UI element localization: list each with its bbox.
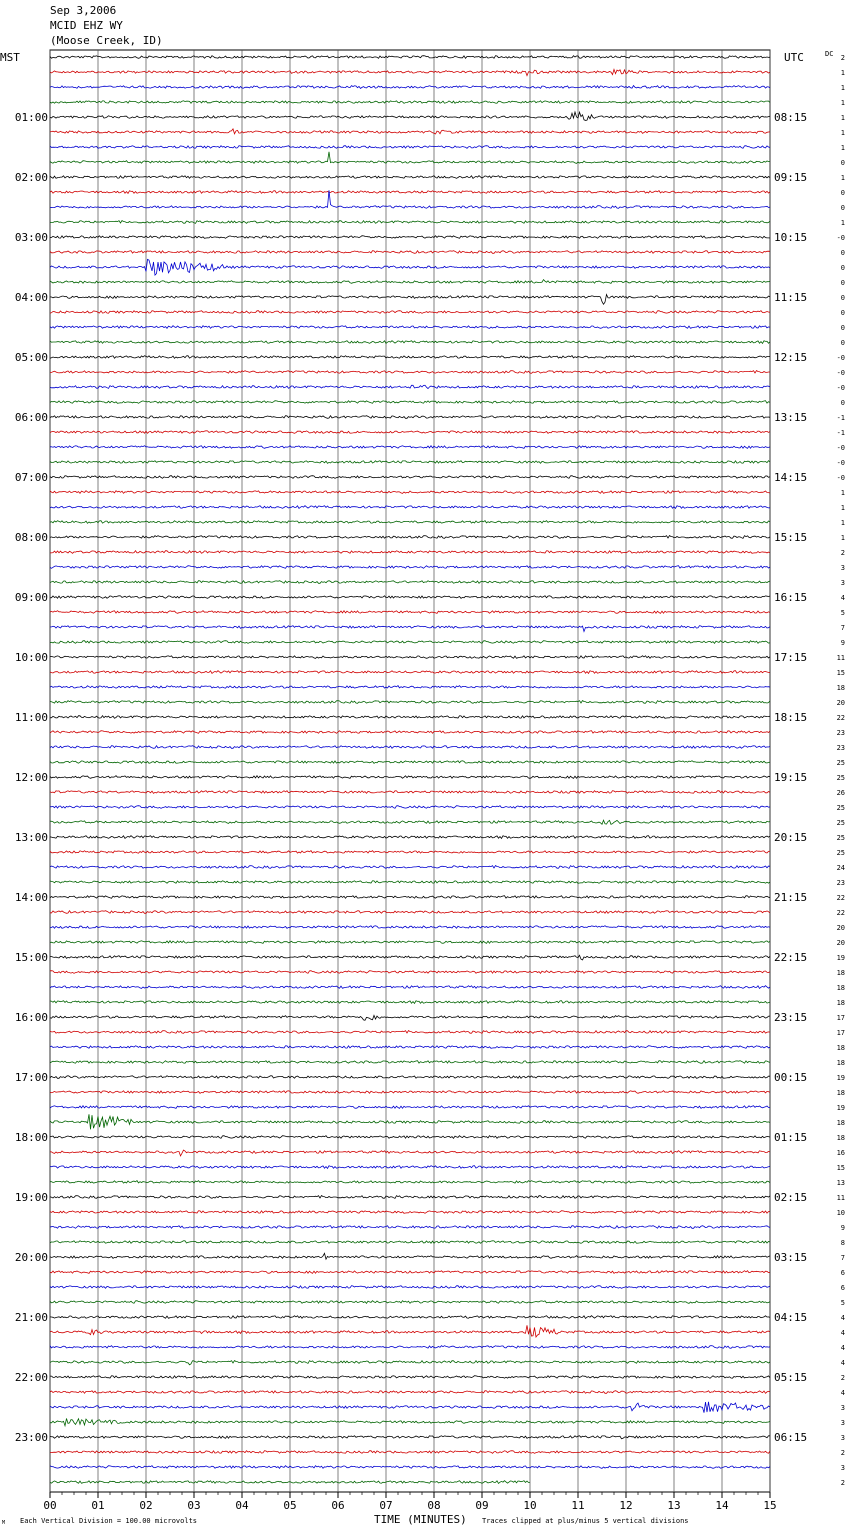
dc-offset-label: -0 (836, 444, 845, 452)
mst-hour-label: 20:00 (14, 1251, 48, 1264)
utc-hour-label: 18:15 (774, 711, 808, 724)
trace-line (50, 1114, 770, 1129)
dc-offset-label: 0 (840, 264, 845, 272)
trace-line (50, 1286, 770, 1289)
utc-hour-label: 04:15 (774, 1311, 808, 1324)
mst-hour-label: 07:00 (14, 471, 48, 484)
trace-line (50, 1150, 770, 1156)
trace-line (50, 656, 770, 659)
trace-line (50, 112, 770, 120)
trace-line (50, 129, 770, 134)
utc-hour-label: 03:15 (774, 1251, 808, 1264)
trace-line (50, 1015, 770, 1020)
trace-line (50, 311, 770, 314)
dc-offset-label: 23 (836, 879, 845, 887)
trace-line (50, 806, 770, 809)
trace-line (50, 1241, 770, 1244)
trace-line (50, 1031, 770, 1034)
trace-line (50, 221, 770, 224)
time-gridlines (50, 50, 770, 1498)
trace-line (50, 251, 770, 254)
dc-offset-label: -0 (836, 474, 845, 482)
dc-offset-label: 0 (840, 324, 845, 332)
dc-offset-label: 22 (836, 909, 845, 917)
mst-hour-label: 11:00 (14, 711, 48, 724)
trace-line (50, 536, 770, 539)
dc-offset-label: 2 (840, 1374, 845, 1382)
dc-offset-label: -1 (836, 429, 845, 437)
dc-offset-label: -0 (836, 369, 845, 377)
mst-hour-label: 01:00 (14, 111, 48, 124)
dc-offset-label: 6 (840, 1269, 845, 1277)
mst-hour-label: 14:00 (14, 891, 48, 904)
trace-line (50, 1196, 770, 1199)
trace-line (50, 1226, 770, 1229)
utc-hour-label: 09:15 (774, 171, 808, 184)
dc-offset-label: -0 (836, 234, 845, 242)
dc-offset-label: 22 (836, 714, 845, 722)
trace-line (50, 641, 770, 644)
trace-line (50, 1253, 770, 1259)
mst-hour-label: 06:00 (14, 411, 48, 424)
trace-line (50, 190, 770, 208)
dc-offset-label: 0 (840, 159, 845, 167)
x-tick-label: 06 (331, 1499, 345, 1512)
trace-line (50, 146, 770, 149)
trace-line (50, 1391, 770, 1394)
dc-offset-label: 19 (836, 954, 845, 962)
dc-offset-label: 16 (836, 1149, 845, 1157)
x-tick-label: 05 (283, 1499, 297, 1512)
mst-hour-label: 21:00 (14, 1311, 48, 1324)
trace-line (50, 152, 770, 164)
dc-offset-label: 24 (836, 864, 845, 872)
mst-hour-label: 09:00 (14, 591, 48, 604)
trace-line (50, 941, 770, 944)
mst-hour-label: 22:00 (14, 1371, 48, 1384)
dc-offset-label: 20 (836, 924, 845, 932)
dc-offset-label: 7 (840, 1254, 845, 1262)
dc-offset-label: 0 (840, 279, 845, 287)
trace-line (50, 791, 770, 794)
x-tick-label: 13 (667, 1499, 681, 1512)
x-axis-title: TIME (MINUTES) (374, 1513, 467, 1526)
utc-hour-label: 22:15 (774, 951, 808, 964)
x-tick-label: 00 (43, 1499, 57, 1512)
dc-offset-label: 19 (836, 1104, 845, 1112)
dc-offset-label: 25 (836, 849, 845, 857)
seismic-traces (50, 56, 770, 1484)
utc-hour-label: 19:15 (774, 771, 808, 784)
dc-offset-label: 23 (836, 744, 845, 752)
x-tick-label: 09 (475, 1499, 489, 1512)
trace-line (50, 295, 770, 305)
dc-offset-label: 4 (840, 1359, 845, 1367)
dc-offset-label: 15 (836, 669, 845, 677)
trace-line (50, 1061, 770, 1064)
trace-line (50, 431, 770, 434)
dc-offset-label: 4 (840, 1329, 845, 1337)
dc-offset-label: 1 (840, 99, 845, 107)
dc-offset-label: 2 (840, 54, 845, 62)
trace-line (50, 986, 770, 989)
dc-offset-label: 4 (840, 594, 845, 602)
dc-offset-label: 9 (840, 1224, 845, 1232)
dc-offset-label: 3 (840, 564, 845, 572)
trace-line (50, 341, 770, 344)
dc-offset-label: 3 (840, 1464, 845, 1472)
trace-line (50, 716, 770, 719)
dc-offset-label: 25 (836, 759, 845, 767)
utc-hour-label: 12:15 (774, 351, 808, 364)
trace-line (50, 1346, 770, 1349)
x-tick-label: 12 (619, 1499, 633, 1512)
x-tick-label: 11 (571, 1499, 585, 1512)
x-tick-label: 14 (715, 1499, 729, 1512)
dc-offset-label: 18 (836, 999, 845, 1007)
trace-line (50, 101, 770, 104)
x-tick-label: 04 (235, 1499, 249, 1512)
utc-hour-label: 15:15 (774, 531, 808, 544)
dc-offset-label: 1 (840, 504, 845, 512)
x-tick-label: 08 (427, 1499, 441, 1512)
trace-line (50, 521, 770, 524)
trace-line (50, 896, 770, 899)
dc-offset-label: 11 (836, 1194, 845, 1202)
dc-offset-label: 1 (840, 174, 845, 182)
dc-offset-label: 2 (840, 1479, 845, 1487)
trace-line (50, 1166, 770, 1169)
trace-line (50, 686, 770, 689)
trace-line (50, 1001, 770, 1004)
trace-line (50, 1106, 770, 1109)
utc-hour-label: 05:15 (774, 1371, 808, 1384)
recording-date: Sep 3,2006 (50, 4, 117, 17)
mst-hour-label: 16:00 (14, 1011, 48, 1024)
dc-offset-label: 18 (836, 1044, 845, 1052)
dc-offset-label: 0 (840, 294, 845, 302)
x-tick-label: 15 (763, 1499, 777, 1512)
utc-hour-label: 06:15 (774, 1431, 808, 1444)
trace-line (50, 1211, 770, 1214)
trace-line (50, 401, 770, 404)
trace-line (50, 1451, 770, 1454)
dc-offset-label: 0 (840, 204, 845, 212)
dc-offset-label: 3 (840, 1419, 845, 1427)
corner-mark: M (2, 1520, 6, 1526)
dc-offset-label: 1 (840, 129, 845, 137)
x-tick-label: 03 (187, 1499, 201, 1512)
mst-hour-label: 15:00 (14, 951, 48, 964)
mst-hour-label: 17:00 (14, 1071, 48, 1084)
utc-hour-label: 02:15 (774, 1191, 808, 1204)
dc-offset-label: 8 (840, 1239, 845, 1247)
dc-offset-label: 25 (836, 774, 845, 782)
dc-offset-label: 1 (840, 84, 845, 92)
dc-offset-label: 18 (836, 1059, 845, 1067)
dc-offset-label: 0 (840, 339, 845, 347)
mst-hour-label: 08:00 (14, 531, 48, 544)
mst-hour-label: 05:00 (14, 351, 48, 364)
dc-offset-label: 18 (836, 969, 845, 977)
dc-offset-label: 1 (840, 69, 845, 77)
dc-offset-label: 1 (840, 114, 845, 122)
trace-line (50, 911, 770, 914)
trace-line (50, 236, 770, 239)
trace-line (50, 1091, 770, 1094)
trace-line (50, 611, 770, 614)
trace-line (50, 191, 770, 194)
mst-hour-label: 03:00 (14, 231, 48, 244)
dc-offset-label: 25 (836, 819, 845, 827)
utc-hour-label: 00:15 (774, 1071, 808, 1084)
x-tick-label: 01 (91, 1499, 105, 1512)
trace-line (50, 671, 770, 674)
trace-line (50, 506, 770, 509)
trace-line (50, 1436, 770, 1439)
utc-hour-label: 14:15 (774, 471, 808, 484)
trace-line (50, 851, 770, 854)
trace-line (50, 776, 770, 779)
trace-line (50, 581, 770, 584)
dc-offset-label: 3 (840, 1434, 845, 1442)
dc-offset-label: 7 (840, 624, 845, 632)
dc-offset-label: -1 (836, 414, 845, 422)
utc-hour-label: 11:15 (774, 291, 808, 304)
trace-line (50, 1076, 770, 1079)
trace-line (50, 566, 770, 569)
dc-offset-label: 22 (836, 894, 845, 902)
dc-offset-label: 19 (836, 1074, 845, 1082)
trace-line (50, 596, 770, 599)
station-code: MCID EHZ WY (50, 19, 123, 32)
trace-line (50, 1376, 770, 1379)
dc-offset-label: 0 (840, 249, 845, 257)
trace-line (50, 761, 770, 764)
mst-hour-label: 10:00 (14, 651, 48, 664)
x-tick-label: 10 (523, 1499, 537, 1512)
dc-offset-label: 11 (836, 654, 845, 662)
utc-hour-label: 20:15 (774, 831, 808, 844)
utc-hour-label: 21:15 (774, 891, 808, 904)
dc-offset-label: 18 (836, 684, 845, 692)
dc-offset-label: 0 (840, 189, 845, 197)
dc-offset-label: 3 (840, 579, 845, 587)
trace-line (50, 701, 770, 704)
trace-line (50, 746, 770, 749)
dc-offset-label: 20 (836, 699, 845, 707)
dc-offset-label: 4 (840, 1344, 845, 1352)
axis-labels (0, 50, 845, 1526)
trace-line (50, 731, 770, 734)
trace-line (50, 56, 770, 59)
trace-line (50, 176, 770, 179)
trace-line (50, 461, 770, 464)
trace-line (50, 955, 770, 960)
utc-hour-label: 08:15 (774, 111, 808, 124)
dc-offset-label: 3 (840, 1404, 845, 1412)
utc-hour-label: 10:15 (774, 231, 808, 244)
trace-line (50, 1271, 770, 1274)
utc-hour-label: 01:15 (774, 1131, 808, 1144)
x-tick-label: 02 (139, 1499, 153, 1512)
dc-offset-label: 15 (836, 1164, 845, 1172)
utc-axis-label: UTC (784, 51, 804, 64)
dc-offset-label: 25 (836, 834, 845, 842)
dc-offset-label: 20 (836, 939, 845, 947)
trace-line (50, 1466, 770, 1469)
mst-axis-label: MST (0, 51, 20, 64)
dc-offset-label: 25 (836, 804, 845, 812)
trace-line (50, 836, 770, 839)
trace-line (50, 69, 770, 75)
trace-line (50, 881, 770, 884)
dc-offset-label: 4 (840, 1314, 845, 1322)
dc-offset-label: 1 (840, 219, 845, 227)
dc-offset-label: 26 (836, 789, 845, 797)
dc-offset-label: 10 (836, 1209, 845, 1217)
dc-offset-label: 18 (836, 1119, 845, 1127)
dc-offset-label: 1 (840, 534, 845, 542)
dc-offset-label: 6 (840, 1284, 845, 1292)
trace-line (50, 1325, 770, 1337)
mst-hour-label: 19:00 (14, 1191, 48, 1204)
station-location: (Moose Creek, ID) (50, 34, 163, 47)
trace-line (50, 259, 770, 275)
x-tick-label: 07 (379, 1499, 393, 1512)
trace-line (50, 626, 770, 632)
trace-line (50, 385, 770, 388)
dc-offset-label: 18 (836, 1134, 845, 1142)
trace-line (50, 416, 770, 419)
dc-column-label: DC (825, 50, 834, 58)
trace-line (50, 1419, 770, 1426)
dc-offset-label: 18 (836, 1089, 845, 1097)
trace-line (50, 1402, 770, 1413)
trace-line (50, 446, 770, 449)
trace-line (50, 1181, 770, 1184)
dc-offset-label: 1 (840, 489, 845, 497)
scale-note: Each Vertical Division = 100.00 microvolts (20, 1517, 198, 1525)
dc-offset-label: -0 (836, 384, 845, 392)
trace-line (50, 551, 770, 554)
dc-offset-label: -0 (836, 354, 845, 362)
trace-line (50, 866, 770, 869)
trace-line (50, 356, 770, 359)
dc-offset-label: 4 (840, 1389, 845, 1397)
dc-offset-label: 0 (840, 309, 845, 317)
utc-hour-label: 23:15 (774, 1011, 808, 1024)
trace-line (50, 86, 770, 89)
dc-offset-label: 9 (840, 639, 845, 647)
utc-hour-label: 13:15 (774, 411, 808, 424)
trace-line (50, 820, 770, 824)
mst-hour-label: 02:00 (14, 171, 48, 184)
trace-line (50, 1046, 770, 1049)
dc-offset-label: 13 (836, 1179, 845, 1187)
dc-offset-label: 17 (836, 1014, 845, 1022)
mst-hour-label: 23:00 (14, 1431, 48, 1444)
trace-line (50, 1316, 770, 1319)
dc-offset-label: 5 (840, 609, 845, 617)
dc-offset-label: 1 (840, 519, 845, 527)
dc-offset-label: 2 (840, 549, 845, 557)
trace-line (50, 1301, 770, 1304)
mst-hour-label: 13:00 (14, 831, 48, 844)
dc-offset-label: 1 (840, 144, 845, 152)
trace-line (50, 491, 770, 494)
trace-line (50, 1361, 770, 1365)
trace-line (50, 926, 770, 929)
mst-hour-label: 04:00 (14, 291, 48, 304)
mst-hour-label: 18:00 (14, 1131, 48, 1144)
trace-line (50, 476, 770, 479)
trace-line (50, 280, 770, 284)
trace-line (50, 1136, 770, 1139)
mst-hour-label: 12:00 (14, 771, 48, 784)
dc-offset-label: 0 (840, 399, 845, 407)
clip-note: Traces clipped at plus/minus 5 vertical divisions (482, 1517, 689, 1525)
trace-line (50, 371, 770, 374)
dc-offset-label: 17 (836, 1029, 845, 1037)
dc-offset-label: 2 (840, 1449, 845, 1457)
utc-hour-label: 17:15 (774, 651, 808, 664)
utc-hour-label: 16:15 (774, 591, 808, 604)
trace-line (50, 971, 770, 974)
dc-offset-label: 23 (836, 729, 845, 737)
dc-offset-label: -0 (836, 459, 845, 467)
dc-offset-label: 5 (840, 1299, 845, 1307)
trace-line (50, 326, 770, 329)
dc-offset-label: 18 (836, 984, 845, 992)
